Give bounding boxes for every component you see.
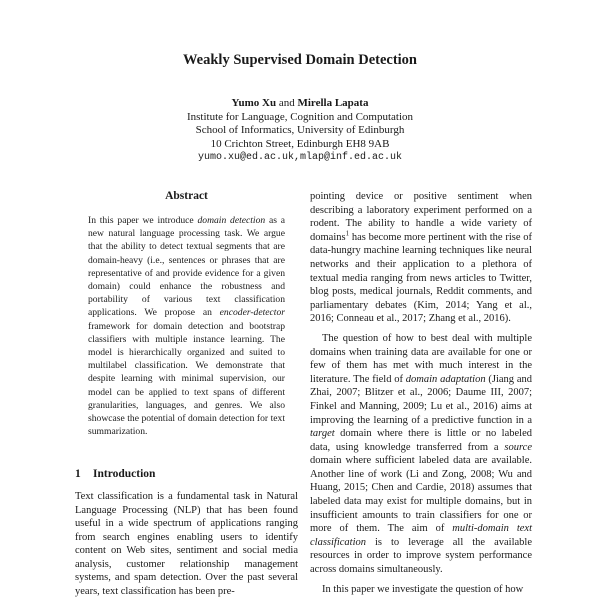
affiliation-line-2: School of Informatics, University of Edinburgh [195,124,405,136]
right-column [310,190,532,596]
author-block [0,97,600,165]
right-paragraph-3: In this paper we investigate the question of how [322,583,524,595]
abstract-heading: Abstract [165,190,208,202]
right-paragraph-2: The question of how to best deal with multiple domains when training data are available for one or few of them has met with much interest in the literature. The field of domain adaptation (Jiang and Zhai, 2007; Blitzer et al., 2006; Daume III, 2007; Finkel and Manning, 2009; Lu et al., 2016) aims at improving the learning of a predictive function in a target domain where there is little or no labeled data, using knowledge transferred from a source domain where sufficient labeled data are available. Another line of work (Li and Zong, 2008; Wu and Huang, 2015; Chen and Cardie, 2018) assumes that labeled data may exist for multiple domains, but in insufficient amounts to train classifiers for one or more of them. The aim of multi-domain text classification is to leverage all the available resources in order to improve system performance across domains simultaneously. [310,332,532,576]
right-paragraph-1: pointing device or positive sentiment when describing a laboratory experiment performed on a rodent. The ability to handle a wide variety of domains$^1$ has become more pertinent with the rise of data-hungry machine learning techniques like neural networks and their application to a plethora of textual media ranging from news articles to Twitter, blog posts, medical journals, Reddit comments, and parliamentary debates (Kim, 2014; Yang et al., 2016; Conneau et al., 2017; Zhang et al., 2016). [310,191,532,325]
author-1: Yumo Xu [231,97,277,109]
introduction-paragraph: Text classification is a fundamental task in Natural Language Processing (NLP) that has been found useful in a wide spectrum of applications ranging from search engines enabling users to identify content on Web sites, sentiment and social media analysis, customer relationship management systems, and spam detection. Over the past several years, text classification has been pre- [75,491,298,597]
section-title: Introduction [93,468,156,481]
affiliation-line-3: 10 Crichton Street, Edinburgh EH8 9AB [210,137,390,150]
author-emails: yumo.xu@ed.ac.uk,mlap@inf.ed.ac.uk [197,152,403,163]
introduction-heading [75,468,298,480]
author-conjunction: and [278,97,295,109]
section-number: 1 [75,468,81,481]
affiliation-line-1: Institute for Language, Cognition and Computation [186,110,414,123]
author-2: Mirella Lapata [297,97,369,109]
left-column [75,190,298,598]
author-names [0,97,600,111]
paper-title: Weakly Supervised Domain Detection [182,52,417,68]
footnote-marker: 1 [345,229,350,238]
abstract-body: In this paper we introduce domain detection as a new natural language processing task. We argue that the ability to detect textual segments that are domain-heavy (i.e., sentences or phrases that are representative of and provide evidence for a given domain) could enhance the robustness and portability of various text classification applications. We propose an encoder-detector framework for domain detection and bootstrap classifiers with multiple instance learning. The model is hierarchically organized and suited to multilabel classification. We demonstrate that despite learning with minimal supervision, our model can be applied to text spans of different granularities, languages, and genres. We also showcase the potential of domain detection for text summarization. [88,215,286,438]
